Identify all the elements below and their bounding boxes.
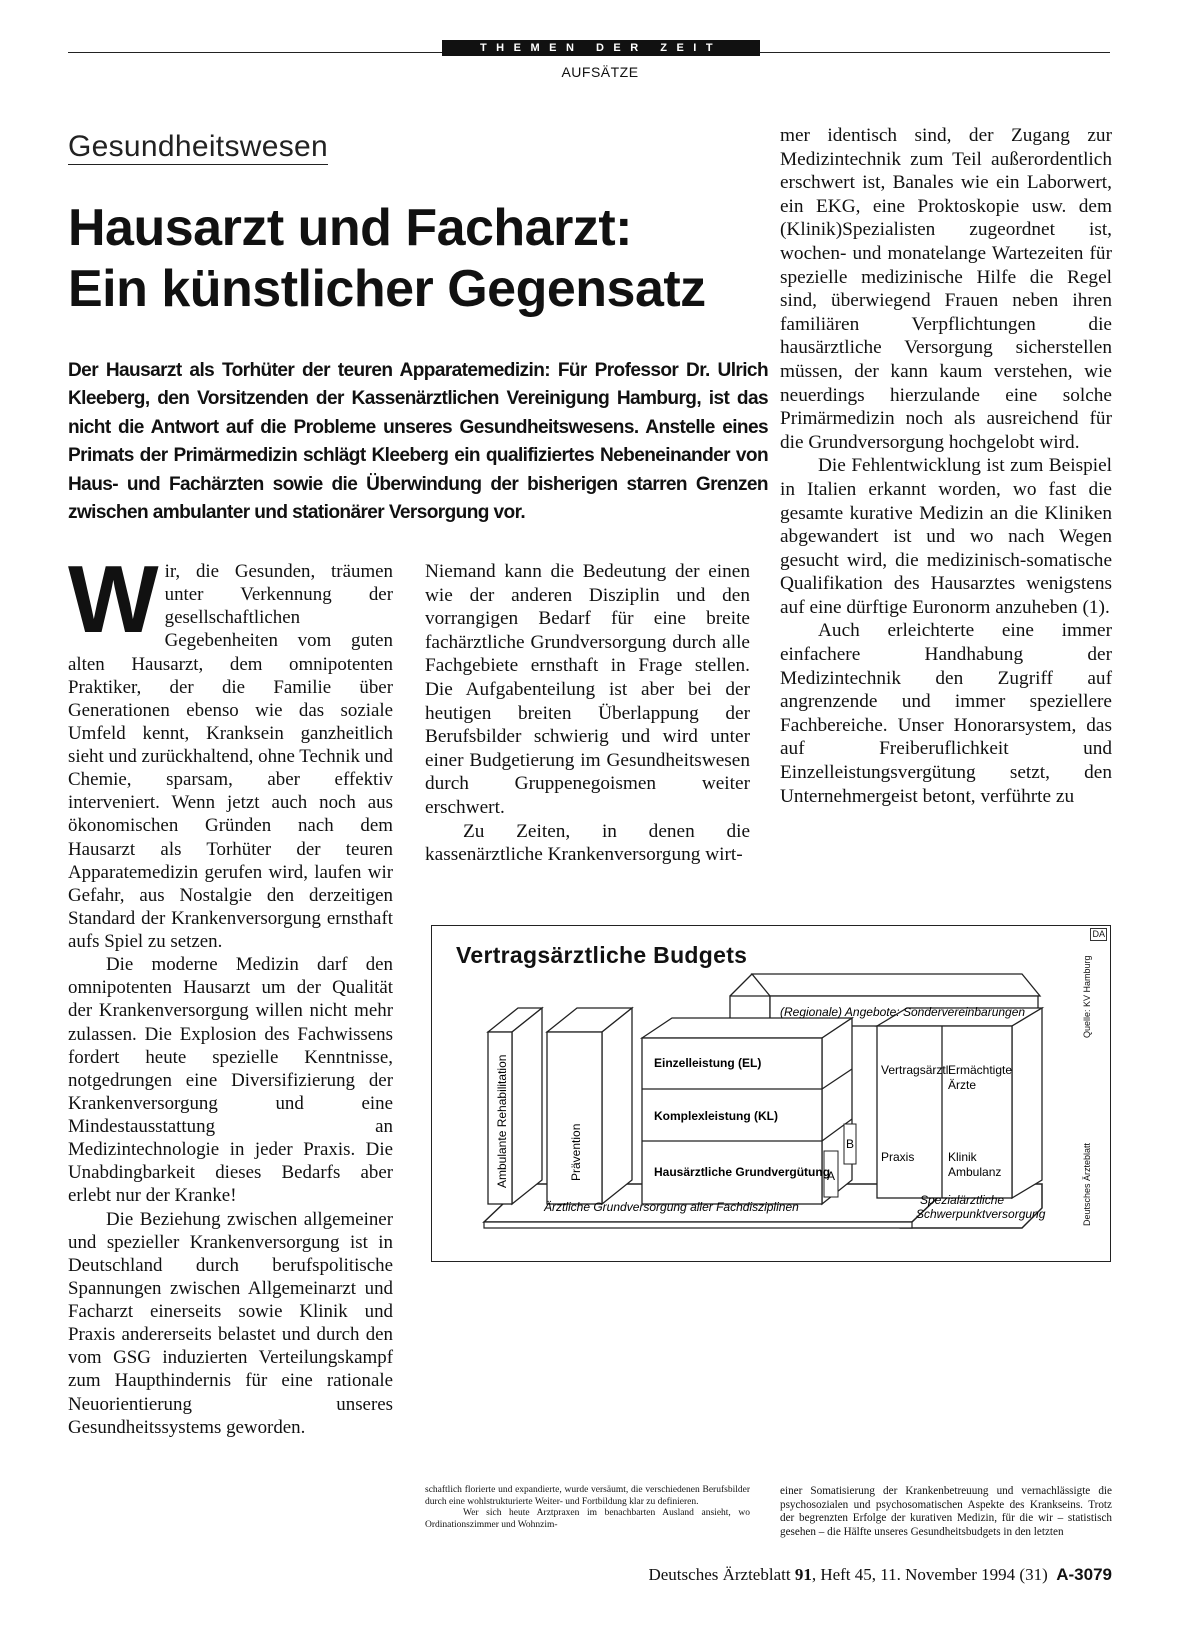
right-top-right-2: Ärzte [948,1078,977,1092]
right-bottom-left: Praxis [881,1150,915,1164]
paragraph: Niemand kann die Bedeutung der einen wie der anderen Disziplin und den vorrangigen Bedarf für eine breite fachärztliche Grundversorgung durch alle Fachgebiete ernsthaft in Frage stellen. Die Aufgabenteilung ist aber bei der heutigen breiten Überlappung der Berufsbilder schwierig und wird unter einer Budgetierung im Gesundheitswesen durch Gruppenegoismen weiter erschwert. [425,561,750,818]
paragraph [68,546,393,953]
right-top-left: Vertragsärztl. [881,1063,952,1077]
right-bottom-right-1: Klinik [948,1150,977,1164]
paragraph-text: ir, die Gesunden, träumen unter Verkennung der gesellschaftlichen Gegebenheiten vom guten alten Hausarzt, dem omnipotenten Praktiker, der die Familie über Generationen ebenso wie das soziale Umfeld kennt, Kranksein ganzheitlich sieht und zurückhaltend, ohne Technik und Chemie, sparsam, aber effektiv interveniert. Wenn jetzt auch noch aus ökonomischen Gründen nach dem Hausarzt als Torhüter der teuren Apparatemedizin gerufen wird, laufen wir Gefahr, aus Nostalgie den derzeitigen Standard der Krankenversorgung ernsthaft aufs Spiel zu setzen. [68,561,393,952]
paragraph: einer Somatisierung der Krankenbetreuung und vernachlässigte die psychosozialen und psychosomatischen Aspekte des Krankseins. Trotz der begrenzten Erfolge der kurativen Medizin, für die wir – statistisch gesehen – die Hälfte unseres Gesundheitsbudgets in den letzten [780,1485,1112,1539]
book-praevention [547,1008,632,1204]
body-column-3-bottom [780,1485,1112,1540]
figure-credit: Deutsches Ärzteblatt [1082,1142,1092,1226]
paragraph: mer identisch sind, der Zugang zur Medizintechnik zum Teil außerordentlich erschwert ist, Banales wie ein Laborwert, ein EKG, eine Proktoskopie usw. dem (Klinik)Spezialisten zugeordnet ist, wochen- und monatelange Wartezeiten für spezielle medizinische Hilfe die Regel sind, überwiegend Frauen neben ihren familiären Verpflichtungen die hausärztliche Versorgung sicherstellen müssen, der kann kaum verstehen, wie neuerdings hierzulande eine solche Primärmedizin noch als ausreichend für die Grundversorgung hochgelobt wird. [780,125,1112,453]
article-title [68,198,768,320]
section-band: THEMEN DER ZEIT [442,40,760,56]
drop-cap: W [68,546,157,653]
row-komplexleistung: Komplexleistung (KL) [654,1109,779,1123]
section-label: AUFSÄTZE [561,64,639,80]
base-left-label: Ärztliche Grundversorgung aller Fachdisziplinen [544,1200,799,1214]
book2-label: Prävention [569,1123,583,1181]
journal-logo: DA [1092,929,1105,939]
tab-a-label: A [827,1169,836,1183]
paragraph: Wer sich heute Arztpraxen im benachbarten Ausland ansieht, wo Ordinationszimmer und Wohnzim- [425,1508,750,1530]
figure-source: Quelle: KV Hamburg [1082,955,1092,1038]
tab-b-label: B [846,1137,855,1151]
right-bottom-right-2: Ambulanz [948,1165,1002,1179]
book1-label: Ambulante Rehabilitation [495,1054,509,1188]
body-column-1 [68,546,393,1439]
journal-name: Deutsches Ärzteblatt [648,1565,795,1584]
base-right-label-2: Schwerpunktversorgung [916,1207,1046,1221]
paragraph: Die moderne Medizin darf den omnipotenten Hausarzt um der Qualität der Krankenversorgung willen nicht mehr zulassen. Die Explosion des Fachwissens fordert heute spezielle Kenntnisse, notgedrungen eine Diversifizierung der Krankenversorgung und eine Mindestausstattung an Medizintechnologie in jeder Praxis. Die Unabdingbarkeit dieses Bedarfs aber erlebt nur der Kranke! [68,954,393,1207]
paragraph: Zu Zeiten, in denen die kassenärztliche Krankenversorgung wirt- [425,820,750,866]
paragraph: Auch erleichterte eine immer einfachere Handhabung der Medizintechnik den Zugriff auf angrenzende und immer speziellere Fachbereiche. Unser Honorarsystem, das auf Freiberuflichkeit und Einzelleistungsvergütung setzt, den Unternehmergeist betont, verführte zu [780,620,1112,807]
page-number: A-3079 [1056,1565,1112,1584]
row-einzelleistung: Einzelleistung (EL) [654,1056,762,1070]
article-kicker: Gesundheitswesen [68,130,328,163]
figure-title: Vertragsärztliche Budgets [456,942,748,968]
issue-date: , Heft 45, 11. November 1994 (31) [811,1565,1057,1584]
paragraph: Die Beziehung zwischen allgemeiner und spezieller Krankenversorgung ist in Deutschland durch berufspolitische Spannungen zwischen Allgemeinarzt und Facharzt einerseits sowie Klinik und Praxis andererseits belastet und durch den vom GSG induzierten Verteilungskampf zum Haupthindernis für eine rationale Neuorientierung unseres Gesundheitssystems geworden. [68,1208,393,1438]
base-right-label-1: Spezialärztliche [920,1193,1005,1207]
title-line-1: Hausarzt und Facharzt: [68,199,632,257]
right-top-right-1: Ermächtigte [948,1063,1013,1077]
body-column-2-bottom [425,1485,750,1532]
page-footer [540,1565,1112,1585]
volume-number: 91 [794,1565,812,1584]
budget-figure [431,925,1111,1262]
article-lede: Der Hausarzt als Torhüter der teuren Apparatemedizin: Für Professor Dr. Ulrich Kleeberg, den Vorsitzenden der Kassenärztlichen Vereinigung Hamburg, ist das nicht die Antwort auf die Probleme unseres Gesundheitswesens. Anstelle eines Primats der Primärmedizin schlägt Kleeberg ein qualifiziertes Nebeneinander von Haus- und Fachärzten sowie die Überwindung der bisherigen starren Grenzen zwischen ambulanter und stationärer Versorgung vor. [68,360,768,524]
row-hausaerztliche-grundverguetung: Hausärztliche Grundvergütung [654,1165,831,1179]
title-line-2: Ein künstlicher Gegensatz [68,260,706,318]
banner-label: (Regionale) Angebote: Sondervereinbarungen [780,1005,1026,1019]
body-column-2-top [425,560,750,867]
paragraph: Die Fehlentwicklung ist zum Beispiel in Italien erkannt worden, wo fast die gesamte kurative Medizin an die Kliniken abgewandert ist und wo nach Wegen gesucht wird, die medizinisch-somatische Qualifikation des Hausarztes wenigstens auf eine dürftige Euronorm anzuheben (1). [780,455,1112,618]
paragraph: schaftlich florierte und expandierte, wurde versäumt, die verschiedenen Berufsbilder durch eine wohlstrukturierte Weiter- und Fortbildung klar zu definieren. [425,1485,750,1507]
budget-diagram [432,926,1109,1260]
body-column-3-top [780,124,1112,808]
